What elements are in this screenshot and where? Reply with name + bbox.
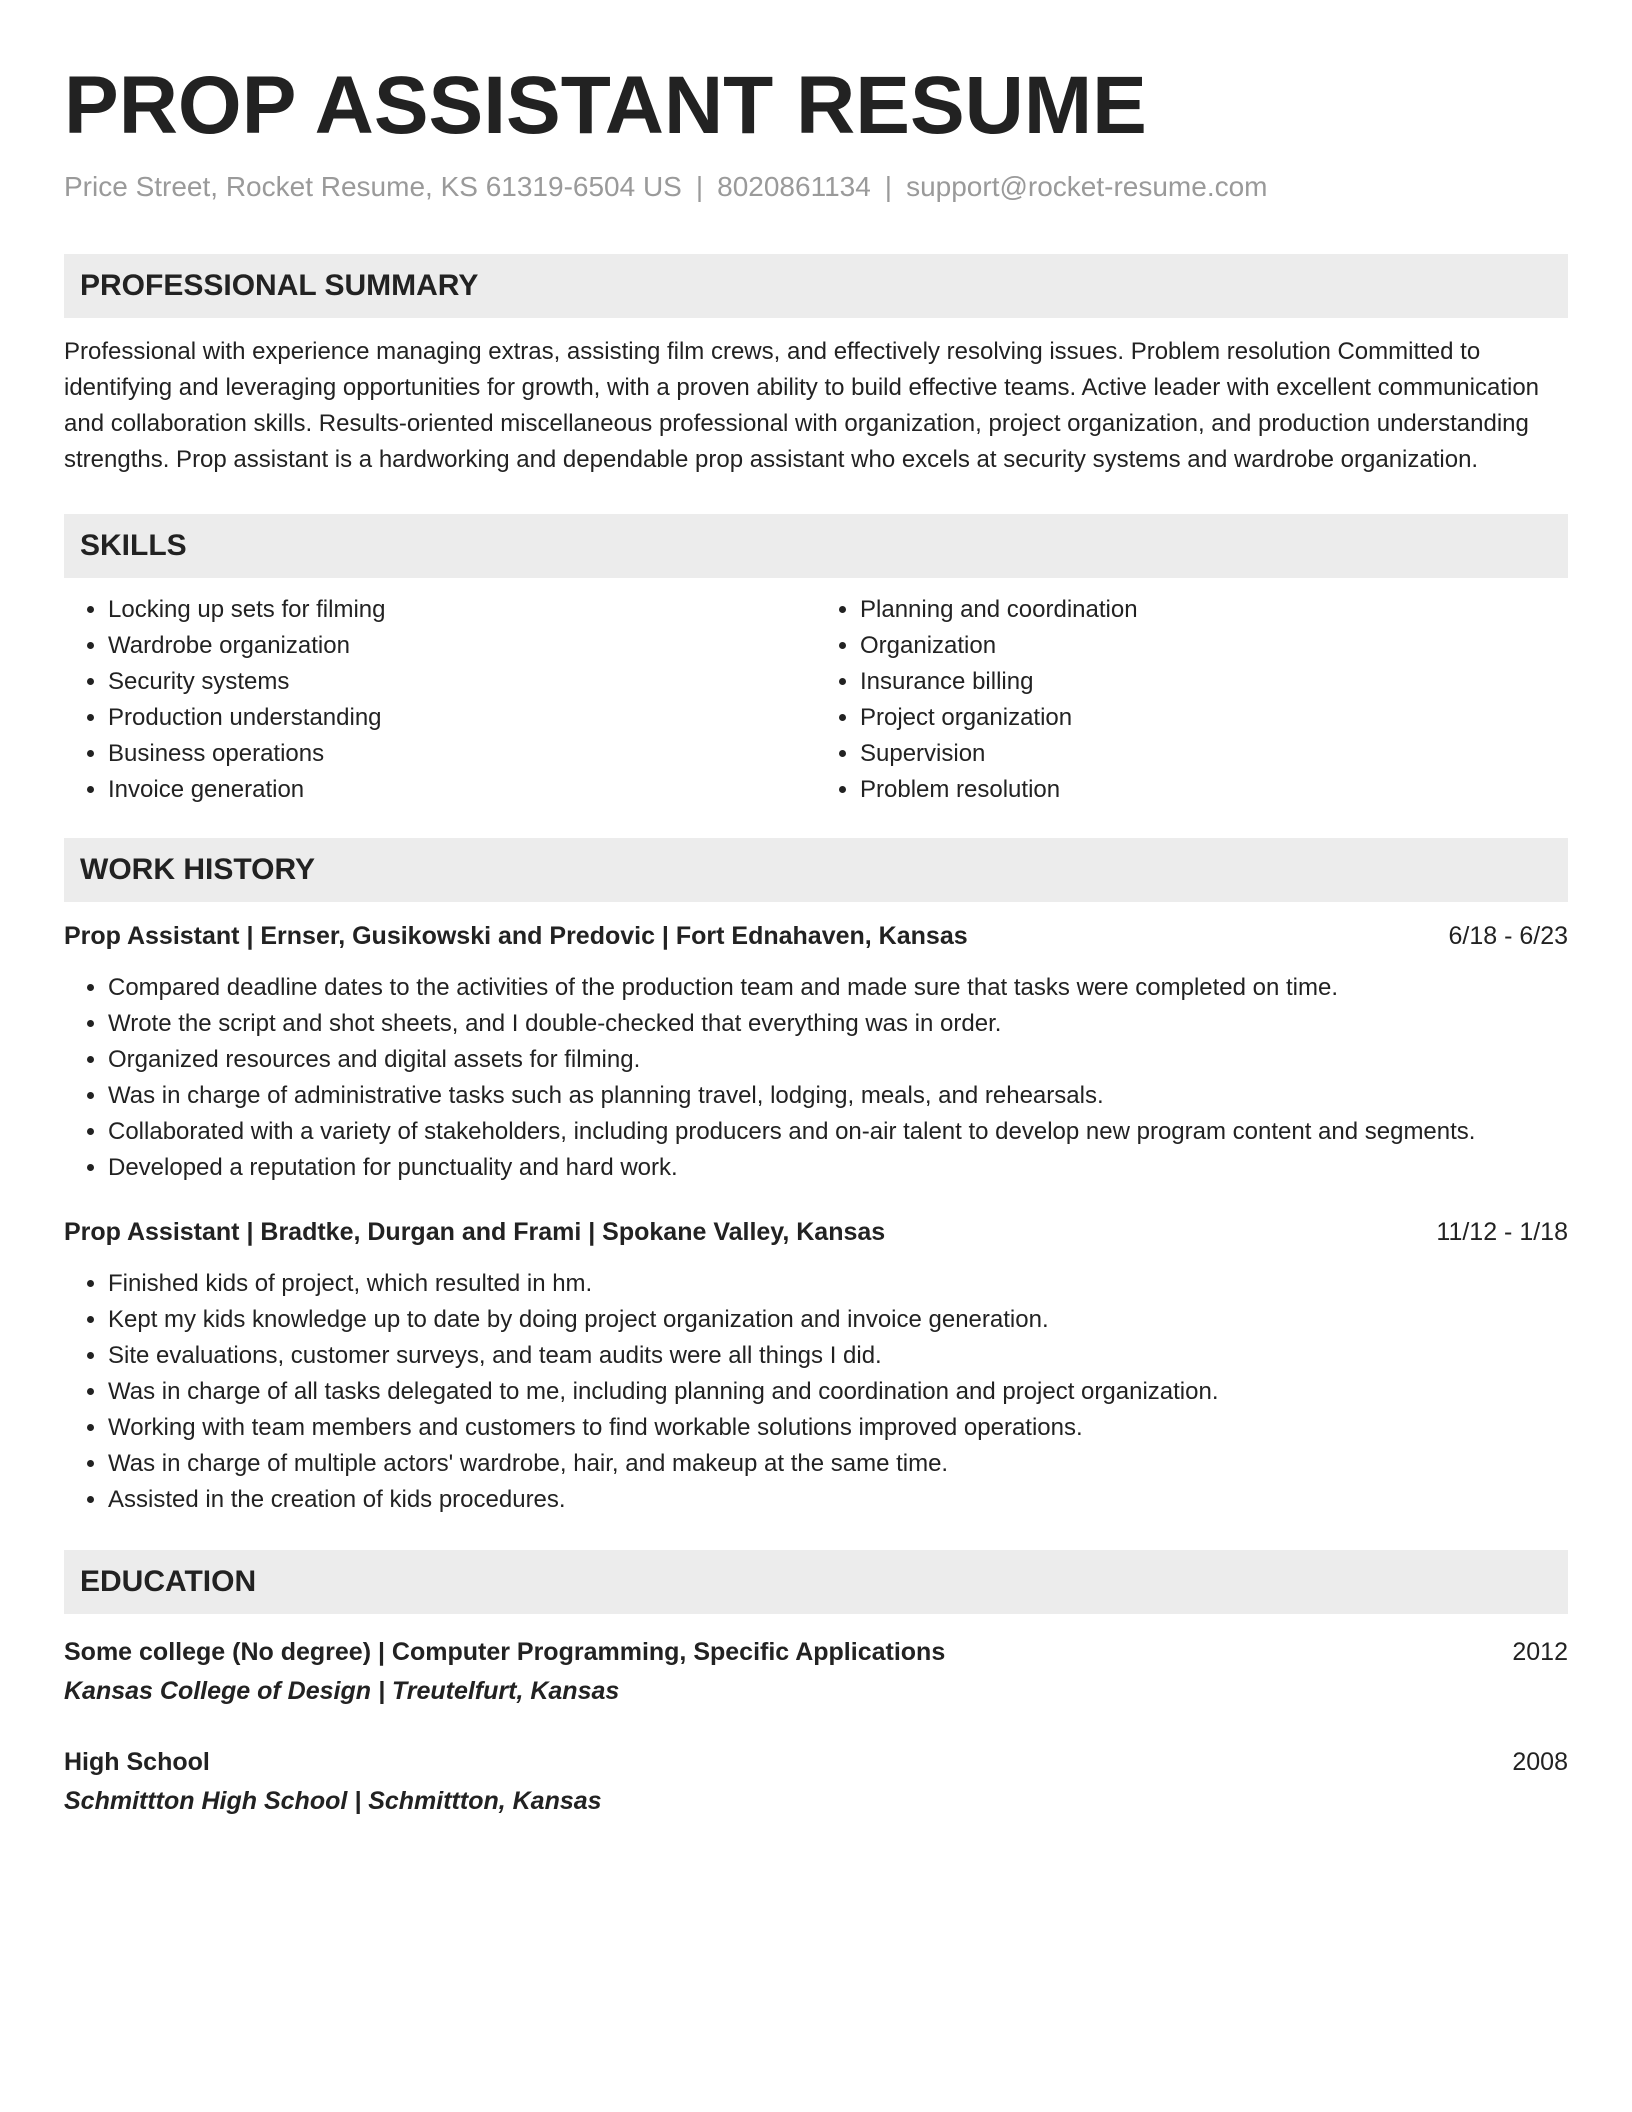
skills-column-right [816, 592, 1568, 808]
skill-item: • Locking up sets for filming [108, 592, 816, 628]
job-bullet: • Finished kids of project, which resulted in hm. [108, 1266, 1568, 1302]
education-title: High School [64, 1748, 210, 1776]
job-bullet: • Wrote the script and shot sheets, and I double-checked that everything was in order. [108, 1006, 1568, 1042]
section-heading-summary: PROFESSIONAL SUMMARY [64, 254, 1568, 318]
education-year: 2008 [1512, 1748, 1568, 1776]
contact-phone: 8020861134 [717, 171, 871, 202]
skill-item: • Project organization [860, 700, 1568, 736]
job-bullet: • Organized resources and digital assets for filming. [108, 1042, 1568, 1078]
education-header [64, 1634, 1568, 1670]
job-bullet: • Collaborated with a variety of stakeholders, including producers and on-air talent to develop new program content and segments. [108, 1114, 1568, 1150]
contact-line [64, 170, 1568, 204]
job-header [64, 1214, 1568, 1250]
contact-email: support@rocket-resume.com [906, 171, 1268, 202]
contact-address: Price Street, Rocket Resume, KS 61319-6504 US [64, 171, 682, 202]
contact-separator: | [884, 171, 893, 202]
job-bullets [64, 1266, 1568, 1518]
skill-item: • Supervision [860, 736, 1568, 772]
education-school: Kansas College of Design | Treutelfurt, Kansas [64, 1677, 620, 1705]
education-title: Some college (No degree) | Computer Programming, Specific Applications [64, 1638, 946, 1666]
education-header [64, 1744, 1568, 1780]
job-bullet: • Was in charge of administrative tasks such as planning travel, lodging, meals, and rehearsals. [108, 1078, 1568, 1114]
job-bullet: • Kept my kids knowledge up to date by doing project organization and invoice generation. [108, 1302, 1568, 1338]
skill-item: • Business operations [108, 736, 816, 772]
job-title: Prop Assistant | Bradtke, Durgan and Frami | Spokane Valley, Kansas [64, 1218, 886, 1246]
education-school: Schmittton High School | Schmittton, Kansas [64, 1787, 602, 1815]
contact-separator: | [695, 171, 704, 202]
job-header [64, 918, 1568, 954]
section-heading-education: EDUCATION [64, 1550, 1568, 1614]
job-bullet: • Developed a reputation for punctuality and hard work. [108, 1150, 1568, 1186]
skill-item: • Invoice generation [108, 772, 816, 808]
job-dates: 6/18 - 6/23 [1448, 922, 1568, 950]
job-bullet: • Working with team members and customers to find workable solutions improved operations. [108, 1410, 1568, 1446]
job-bullet: • Was in charge of all tasks delegated to me, including planning and coordination and project organization. [108, 1374, 1568, 1410]
job-title: Prop Assistant | Ernser, Gusikowski and Predovic | Fort Ednahaven, Kansas [64, 922, 968, 950]
job-bullets [64, 970, 1568, 1186]
job-bullet: • Compared deadline dates to the activities of the production team and made sure that tasks were completed on time. [108, 970, 1568, 1006]
skill-item: • Wardrobe organization [108, 628, 816, 664]
skill-item: • Planning and coordination [860, 592, 1568, 628]
skills-column-left [64, 592, 816, 808]
skill-item: • Insurance billing [860, 664, 1568, 700]
section-heading-skills: SKILLS [64, 514, 1568, 578]
job-bullet: • Was in charge of multiple actors' wardrobe, hair, and makeup at the same time. [108, 1446, 1568, 1482]
skills-list [64, 592, 1568, 808]
skill-item: • Organization [860, 628, 1568, 664]
skill-item: • Security systems [108, 664, 816, 700]
skill-item: • Problem resolution [860, 772, 1568, 808]
job-bullet: • Assisted in the creation of kids procedures. [108, 1482, 1568, 1518]
job-dates: 11/12 - 1/18 [1436, 1218, 1568, 1246]
section-heading-work: WORK HISTORY [64, 838, 1568, 902]
education-year: 2012 [1512, 1638, 1568, 1666]
resume-title: PROP ASSISTANT RESUME [64, 60, 1147, 151]
summary-text: Professional with experience managing extras, assisting film crews, and effectively resolving issues. Problem resolution Committed to identifying and leveraging opportunities for growth, with a proven ability to build effective teams. Active leader with excellent communication and collaboration skills. Results-oriented miscellaneous professional with organization, project organization, and production understanding strengths. Prop assistant is a hardworking and dependable prop assistant who excels at security systems and wardrobe organization. [64, 338, 1540, 473]
job-bullet: • Site evaluations, customer surveys, and team audits were all things I did. [108, 1338, 1568, 1374]
skill-item: • Production understanding [108, 700, 816, 736]
